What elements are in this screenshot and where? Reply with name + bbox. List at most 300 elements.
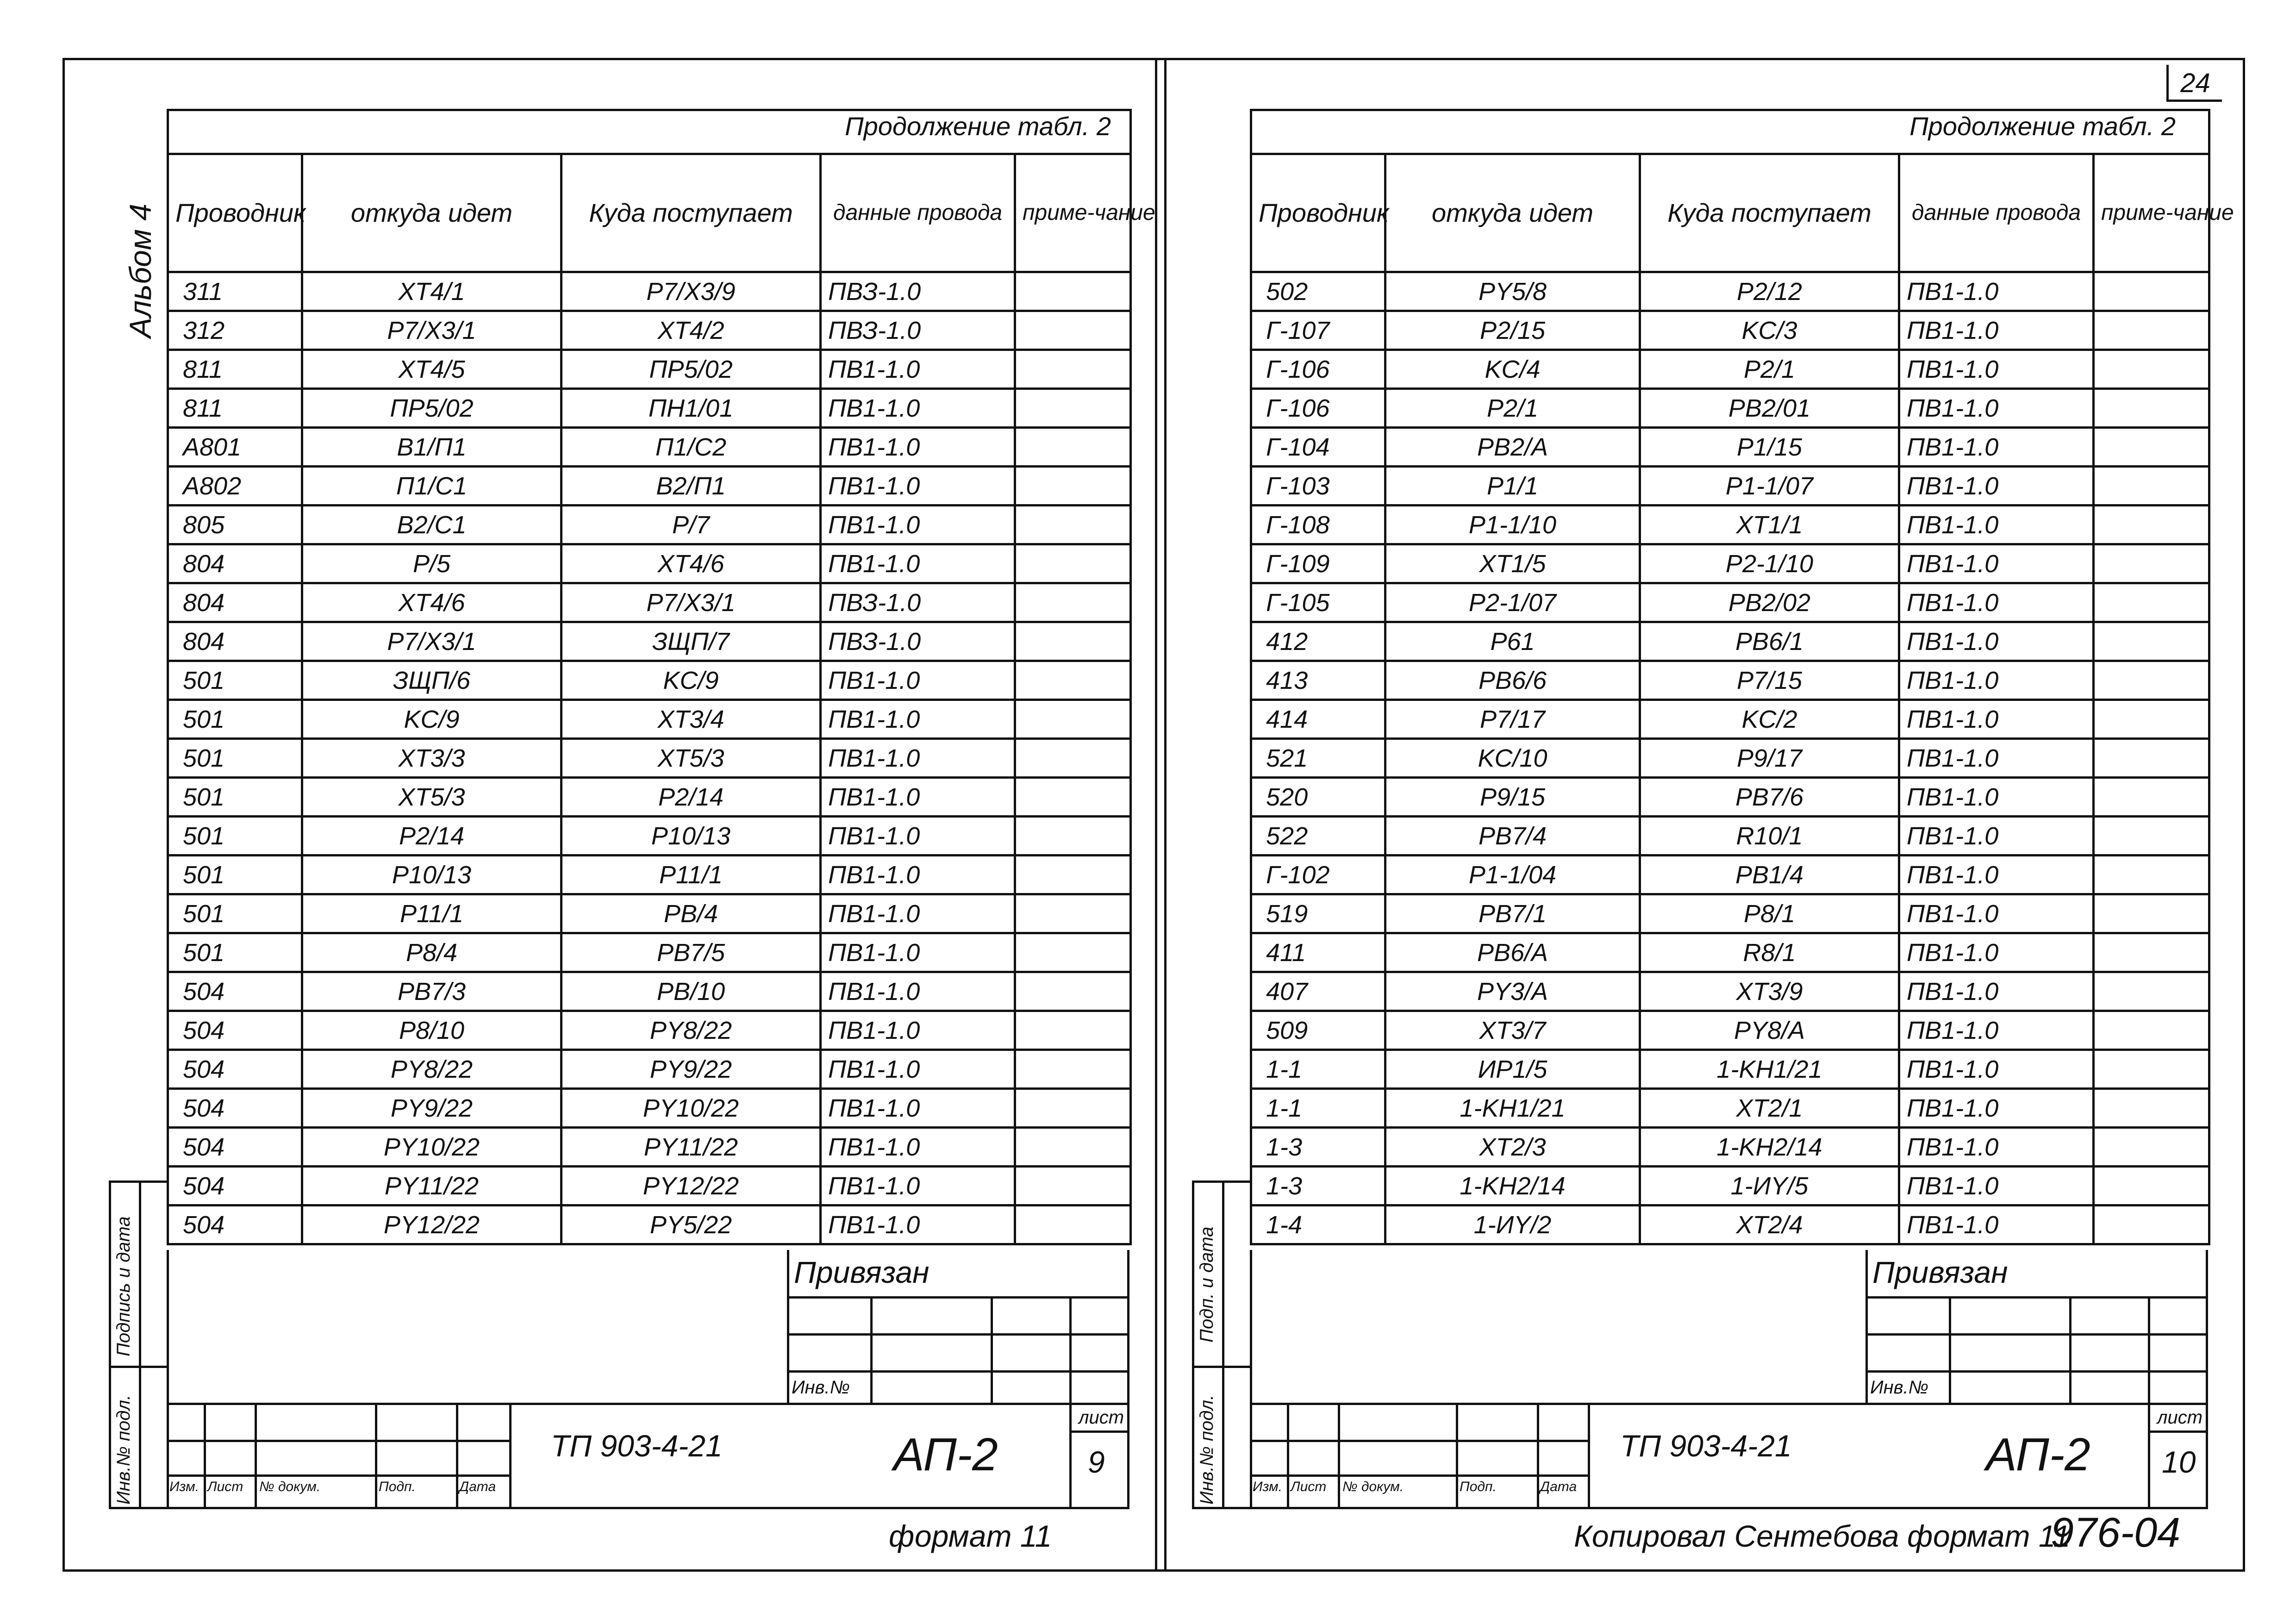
- top-right-tab-underline: [2166, 100, 2222, 102]
- table-row: [168, 856, 1131, 894]
- cell-wire-data: ПВ1-1.0: [821, 1011, 1015, 1050]
- left-stamp-col-date: Дата: [459, 1479, 496, 1494]
- cell-conductor: 520: [1251, 778, 1385, 817]
- cell-note: [2094, 389, 2209, 428]
- table-row: [168, 544, 1131, 583]
- cell-note: [1015, 467, 1131, 506]
- col-header-from: откуда идет: [302, 154, 562, 272]
- cell-note: [2094, 894, 2209, 933]
- cell-wire-data: ПВ1-1.0: [821, 1128, 1015, 1167]
- cell-conductor: 805: [168, 506, 302, 544]
- right-stamp-col-sign: Подп.: [1460, 1479, 1497, 1494]
- cell-note: [1015, 894, 1131, 933]
- cell-wire-data: ПВ1-1.0: [821, 700, 1015, 739]
- cell-conductor: 1-3: [1251, 1128, 1385, 1167]
- cell-wire-data: ПВ1-1.0: [1899, 311, 2094, 350]
- cell-wire-data: ПВ1-1.0: [1899, 700, 2094, 739]
- cell-to: KC/3: [1640, 311, 1899, 350]
- cell-wire-data: ПВ1-1.0: [1899, 739, 2094, 778]
- cell-from: PB6/A: [1385, 933, 1640, 972]
- cell-to: XT3/9: [1640, 972, 1899, 1011]
- cell-to: B2/П1: [562, 467, 821, 506]
- table-row: [1251, 856, 2209, 894]
- table-row: [168, 272, 1131, 311]
- table-row: [168, 311, 1131, 350]
- cell-from: P9/15: [1385, 778, 1640, 817]
- right-wire-table: [1250, 109, 2234, 1245]
- cell-from: KC/10: [1385, 739, 1640, 778]
- col-header-to: Куда поступает: [1640, 154, 1899, 272]
- cell-wire-data: ПВ1-1.0: [821, 428, 1015, 467]
- cell-to: PB7/5: [562, 933, 821, 972]
- cell-from: PY10/22: [302, 1128, 562, 1167]
- right-continuation-label: Продолжение табл. 2: [1909, 112, 2176, 141]
- cell-to: PB/4: [562, 894, 821, 933]
- cell-conductor: 1-1: [1251, 1089, 1385, 1128]
- cell-wire-data: ПВ1-1.0: [1899, 350, 2094, 389]
- table-row: [168, 778, 1131, 817]
- cell-wire-data: ПВ1-1.0: [1899, 272, 2094, 311]
- table-row: [1251, 972, 2209, 1011]
- cell-wire-data: ПВ1-1.0: [1899, 894, 2094, 933]
- cell-conductor: 811: [168, 350, 302, 389]
- cell-to: P/7: [562, 506, 821, 544]
- cell-conductor: 501: [168, 778, 302, 817]
- left-sheet-code: АП-2: [893, 1429, 998, 1480]
- cell-to: PB/10: [562, 972, 821, 1011]
- col-header-conductor: Проводник: [1251, 154, 1385, 272]
- cell-to: P9/17: [1640, 739, 1899, 778]
- cell-conductor: 411: [1251, 933, 1385, 972]
- cell-from: PY3/A: [1385, 972, 1640, 1011]
- cell-note: [1015, 933, 1131, 972]
- left-stamp-col-list: Лист: [207, 1479, 243, 1494]
- table-row: [1251, 428, 2209, 467]
- right-stamp-col-list: Лист: [1291, 1479, 1327, 1494]
- right-inv-no-label: Инв.№: [1870, 1377, 1928, 1398]
- cell-conductor: 504: [168, 972, 302, 1011]
- cell-note: [2094, 272, 2209, 311]
- cell-to: P2/12: [1640, 272, 1899, 311]
- cell-to: KC/9: [562, 661, 821, 700]
- left-continuation-label: Продолжение табл. 2: [845, 112, 1111, 141]
- table-row: [1251, 817, 2209, 856]
- cell-from: XT4/6: [302, 583, 562, 622]
- col-header-conductor: Проводник: [168, 154, 302, 272]
- cell-wire-data: ПВ1-1.0: [1899, 1050, 2094, 1089]
- cell-note: [1015, 739, 1131, 778]
- cell-from: P8/10: [302, 1011, 562, 1050]
- cell-conductor: 1-1: [1251, 1050, 1385, 1089]
- cell-to: PY8/22: [562, 1011, 821, 1050]
- cell-wire-data: ПВ1-1.0: [821, 1089, 1015, 1128]
- cell-wire-data: ПВ1-1.0: [1899, 467, 2094, 506]
- table-row: [168, 1011, 1131, 1050]
- cell-wire-data: ПВ1-1.0: [821, 1050, 1015, 1089]
- cell-from: PB7/1: [1385, 894, 1640, 933]
- cell-wire-data: ПВЗ-1.0: [821, 311, 1015, 350]
- cell-note: [2094, 1128, 2209, 1167]
- cell-conductor: 412: [1251, 622, 1385, 661]
- cell-from: ПP5/02: [302, 389, 562, 428]
- left-side-inv-podl: Инв.№ подл.: [113, 1394, 134, 1505]
- cell-note: [1015, 272, 1131, 311]
- cell-from: KC/9: [302, 700, 562, 739]
- cell-from: 1-KH1/21: [1385, 1089, 1640, 1128]
- cell-to: P8/1: [1640, 894, 1899, 933]
- cell-note: [2094, 467, 2209, 506]
- cell-conductor: A802: [168, 467, 302, 506]
- cell-note: [1015, 350, 1131, 389]
- cell-to: PY12/22: [562, 1167, 821, 1206]
- cell-conductor: 501: [168, 933, 302, 972]
- cell-from: PY5/8: [1385, 272, 1640, 311]
- cell-conductor: Г-104: [1251, 428, 1385, 467]
- cell-note: [2094, 1089, 2209, 1128]
- right-archive-number: 976-04: [2051, 1510, 2181, 1556]
- cell-wire-data: ПВ1-1.0: [821, 894, 1015, 933]
- cell-wire-data: ПВ1-1.0: [821, 1206, 1015, 1244]
- cell-note: [2094, 1206, 2209, 1244]
- cell-to: PB2/02: [1640, 583, 1899, 622]
- table-row: [168, 817, 1131, 856]
- left-stamp-col-sign: Подп.: [379, 1479, 416, 1494]
- cell-wire-data: ПВ1-1.0: [821, 972, 1015, 1011]
- cell-from: XT5/3: [302, 778, 562, 817]
- cell-note: [2094, 972, 2209, 1011]
- cell-to: XT2/4: [1640, 1206, 1899, 1244]
- cell-note: [1015, 311, 1131, 350]
- cell-wire-data: ПВ1-1.0: [1899, 1011, 2094, 1050]
- cell-wire-data: ПВ1-1.0: [821, 933, 1015, 972]
- cell-note: [2094, 661, 2209, 700]
- cell-to: PB1/4: [1640, 856, 1899, 894]
- cell-wire-data: ПВ1-1.0: [1899, 1167, 2094, 1206]
- cell-to: 1-KH1/21: [1640, 1050, 1899, 1089]
- cell-from: P2/15: [1385, 311, 1640, 350]
- cell-from: P2/1: [1385, 389, 1640, 428]
- table-row: [1251, 1011, 2209, 1050]
- table-row: [168, 700, 1131, 739]
- cell-conductor: 501: [168, 700, 302, 739]
- table-row: [1251, 583, 2209, 622]
- table-row: [168, 1128, 1131, 1167]
- table-row: [1251, 350, 2209, 389]
- cell-conductor: 504: [168, 1128, 302, 1167]
- cell-wire-data: ПВ1-1.0: [1899, 544, 2094, 583]
- left-inv-no-label: Инв.№: [792, 1377, 850, 1398]
- right-doc-code: ТП 903-4-21: [1620, 1429, 1792, 1463]
- cell-note: [1015, 1206, 1131, 1244]
- cell-to: PY8/A: [1640, 1011, 1899, 1050]
- cell-to: ЗЩП/7: [562, 622, 821, 661]
- col-header-to: Куда поступает: [562, 154, 821, 272]
- cell-conductor: 522: [1251, 817, 1385, 856]
- cell-from: П1/C1: [302, 467, 562, 506]
- cell-note: [2094, 817, 2209, 856]
- table-row: [168, 1050, 1131, 1089]
- cell-conductor: Г-109: [1251, 544, 1385, 583]
- cell-note: [1015, 1089, 1131, 1128]
- table-row: [1251, 1050, 2209, 1089]
- left-sheet-number: 9: [1088, 1445, 1105, 1479]
- col-header-note: приме-чание: [2094, 154, 2209, 272]
- right-sheet-code: АП-2: [1986, 1429, 2090, 1480]
- cell-wire-data: ПВ1-1.0: [1899, 428, 2094, 467]
- cell-wire-data: ПВ1-1.0: [1899, 506, 2094, 544]
- cell-to: XT2/1: [1640, 1089, 1899, 1128]
- table-row: [168, 1089, 1131, 1128]
- album-label: Альбом 4: [123, 203, 157, 338]
- cell-to: P10/13: [562, 817, 821, 856]
- cell-wire-data: ПВ1-1.0: [1899, 583, 2094, 622]
- cell-to: PY9/22: [562, 1050, 821, 1089]
- cell-note: [1015, 428, 1131, 467]
- table-row: [168, 933, 1131, 972]
- cell-conductor: 504: [168, 1011, 302, 1050]
- table-row: [1251, 778, 2209, 817]
- cell-from: P7/17: [1385, 700, 1640, 739]
- cell-conductor: Г-103: [1251, 467, 1385, 506]
- cell-conductor: 504: [168, 1050, 302, 1089]
- cell-from: P1/1: [1385, 467, 1640, 506]
- cell-to: R8/1: [1640, 933, 1899, 972]
- cell-conductor: 501: [168, 894, 302, 933]
- cell-to: KC/2: [1640, 700, 1899, 739]
- cell-wire-data: ПВ1-1.0: [1899, 1128, 2094, 1167]
- cell-conductor: 502: [1251, 272, 1385, 311]
- cell-conductor: 413: [1251, 661, 1385, 700]
- cell-note: [1015, 661, 1131, 700]
- col-header-wire-data: данные провода: [1899, 154, 2094, 272]
- cell-from: ЗЩП/6: [302, 661, 562, 700]
- left-format-label: формат 11: [889, 1519, 1052, 1553]
- table-row: [1251, 272, 2209, 311]
- cell-note: [1015, 778, 1131, 817]
- cell-note: [1015, 622, 1131, 661]
- cell-conductor: 521: [1251, 739, 1385, 778]
- cell-from: XT4/5: [302, 350, 562, 389]
- cell-note: [2094, 739, 2209, 778]
- cell-wire-data: ПВЗ-1.0: [821, 622, 1015, 661]
- cell-to: П1/C2: [562, 428, 821, 467]
- cell-conductor: 501: [168, 739, 302, 778]
- cell-to: ПН1/01: [562, 389, 821, 428]
- cell-conductor: 311: [168, 272, 302, 311]
- cell-note: [1015, 389, 1131, 428]
- cell-wire-data: ПВ1-1.0: [1899, 778, 2094, 817]
- cell-to: XT1/1: [1640, 506, 1899, 544]
- table-row: [1251, 1206, 2209, 1244]
- table-row: [168, 506, 1131, 544]
- cell-to: P1-1/07: [1640, 467, 1899, 506]
- cell-conductor: 312: [168, 311, 302, 350]
- cell-conductor: 509: [1251, 1011, 1385, 1050]
- table-row: [168, 1167, 1131, 1206]
- cell-wire-data: ПВ1-1.0: [821, 739, 1015, 778]
- cell-conductor: 804: [168, 544, 302, 583]
- cell-to: PB6/1: [1640, 622, 1899, 661]
- cell-conductor: 504: [168, 1167, 302, 1206]
- cell-note: [2094, 428, 2209, 467]
- cell-from: PY8/22: [302, 1050, 562, 1089]
- left-stamp-col-doc: № докум.: [259, 1479, 321, 1494]
- cell-wire-data: ПВ1-1.0: [1899, 1206, 2094, 1244]
- cell-to: P7/X3/1: [562, 583, 821, 622]
- cell-to: P1/15: [1640, 428, 1899, 467]
- table-row: [168, 389, 1131, 428]
- col-header-wire-data: данные провода: [821, 154, 1015, 272]
- cell-wire-data: ПВ1-1.0: [821, 856, 1015, 894]
- right-sheet-number: 10: [2162, 1445, 2196, 1479]
- right-side-inv-podl: Инв.№ подл.: [1197, 1394, 1217, 1505]
- cell-from: PY11/22: [302, 1167, 562, 1206]
- table-row: [1251, 506, 2209, 544]
- cell-note: [2094, 311, 2209, 350]
- right-list-label: лист: [2157, 1407, 2203, 1428]
- table-row: [1251, 389, 2209, 428]
- table-row: [168, 972, 1131, 1011]
- table-row: [1251, 739, 2209, 778]
- cell-from: XT1/5: [1385, 544, 1640, 583]
- cell-conductor: 804: [168, 583, 302, 622]
- cell-wire-data: ПВ1-1.0: [1899, 1089, 2094, 1128]
- cell-wire-data: ПВ1-1.0: [821, 1167, 1015, 1206]
- table-row: [168, 428, 1131, 467]
- cell-to: XT4/6: [562, 544, 821, 583]
- right-copied-by: Копировал Сентебова: [1574, 1519, 1899, 1553]
- table-row: [1251, 700, 2209, 739]
- table-row: [1251, 894, 2209, 933]
- cell-from: P10/13: [302, 856, 562, 894]
- cell-note: [2094, 778, 2209, 817]
- table-row: [168, 622, 1131, 661]
- cell-from: 1-ИY/2: [1385, 1206, 1640, 1244]
- cell-from: P11/1: [302, 894, 562, 933]
- cell-to: PY11/22: [562, 1128, 821, 1167]
- cell-conductor: 804: [168, 622, 302, 661]
- table-row: [168, 350, 1131, 389]
- table-row: [1251, 622, 2209, 661]
- cell-conductor: 501: [168, 856, 302, 894]
- cell-conductor: 1-4: [1251, 1206, 1385, 1244]
- left-privyazan-label: Привязан: [794, 1255, 930, 1289]
- cell-conductor: 519: [1251, 894, 1385, 933]
- left-wire-table: [167, 109, 1155, 1245]
- table-row: [1251, 1128, 2209, 1167]
- cell-note: [2094, 506, 2209, 544]
- cell-note: [1015, 1167, 1131, 1206]
- cell-to: R10/1: [1640, 817, 1899, 856]
- cell-from: PY12/22: [302, 1206, 562, 1244]
- cell-from: P7/X3/1: [302, 311, 562, 350]
- cell-wire-data: ПВ1-1.0: [1899, 933, 2094, 972]
- cell-from: B2/C1: [302, 506, 562, 544]
- cell-note: [1015, 506, 1131, 544]
- cell-conductor: Г-106: [1251, 389, 1385, 428]
- right-stamp-col-doc: № докум.: [1342, 1479, 1404, 1494]
- cell-to: P7/15: [1640, 661, 1899, 700]
- cell-note: [2094, 1167, 2209, 1206]
- cell-conductor: 504: [168, 1089, 302, 1128]
- table-row: [168, 583, 1131, 622]
- cell-conductor: 504: [168, 1206, 302, 1244]
- cell-to: XT4/2: [562, 311, 821, 350]
- cell-from: P61: [1385, 622, 1640, 661]
- cell-wire-data: ПВ1-1.0: [821, 389, 1015, 428]
- cell-from: KC/4: [1385, 350, 1640, 389]
- cell-to: P2-1/10: [1640, 544, 1899, 583]
- cell-from: PB6/6: [1385, 661, 1640, 700]
- cell-conductor: Г-108: [1251, 506, 1385, 544]
- cell-note: [2094, 622, 2209, 661]
- right-stamp-col-izm: Изм.: [1253, 1479, 1282, 1494]
- table-row: [168, 467, 1131, 506]
- cell-from: P1-1/10: [1385, 506, 1640, 544]
- cell-wire-data: ПВ1-1.0: [821, 544, 1015, 583]
- cell-note: [2094, 856, 2209, 894]
- right-side-sign-date: Подп. и дата: [1197, 1226, 1217, 1343]
- cell-conductor: 501: [168, 661, 302, 700]
- cell-from: XT2/3: [1385, 1128, 1640, 1167]
- cell-wire-data: ПВЗ-1.0: [821, 272, 1015, 311]
- cell-from: P1-1/04: [1385, 856, 1640, 894]
- table-row: [168, 894, 1131, 933]
- col-header-note: приме-чание: [1015, 154, 1131, 272]
- left-list-label: лист: [1079, 1407, 1124, 1428]
- cell-wire-data: ПВ1-1.0: [821, 778, 1015, 817]
- cell-from: PB7/3: [302, 972, 562, 1011]
- cell-conductor: 1-3: [1251, 1167, 1385, 1206]
- cell-note: [1015, 817, 1131, 856]
- cell-conductor: 501: [168, 817, 302, 856]
- right-format-label: формат 11: [1907, 1519, 2071, 1553]
- table-row: [1251, 1167, 2209, 1206]
- cell-wire-data: ПВ1-1.0: [821, 661, 1015, 700]
- cell-to: P11/1: [562, 856, 821, 894]
- col-header-from: откуда идет: [1385, 154, 1640, 272]
- cell-wire-data: ПВ1-1.0: [821, 467, 1015, 506]
- table-row: [1251, 933, 2209, 972]
- cell-to: ПP5/02: [562, 350, 821, 389]
- right-privyazan-label: Привязан: [1872, 1255, 2008, 1289]
- cell-to: P7/X3/9: [562, 272, 821, 311]
- left-doc-code: ТП 903-4-21: [551, 1429, 723, 1463]
- cell-note: [1015, 1011, 1131, 1050]
- cell-wire-data: ПВ1-1.0: [1899, 622, 2094, 661]
- cell-from: XT4/1: [302, 272, 562, 311]
- table-row: [1251, 544, 2209, 583]
- cell-note: [1015, 544, 1131, 583]
- cell-wire-data: ПВ1-1.0: [821, 350, 1015, 389]
- cell-note: [2094, 583, 2209, 622]
- cell-conductor: Г-102: [1251, 856, 1385, 894]
- cell-wire-data: ПВ1-1.0: [1899, 856, 2094, 894]
- cell-wire-data: ПВ1-1.0: [1899, 817, 2094, 856]
- cell-to: PB7/6: [1640, 778, 1899, 817]
- cell-note: [2094, 700, 2209, 739]
- cell-conductor: Г-107: [1251, 311, 1385, 350]
- cell-from: PY9/22: [302, 1089, 562, 1128]
- table-row: [168, 661, 1131, 700]
- cell-note: [1015, 972, 1131, 1011]
- cell-note: [2094, 1050, 2209, 1089]
- cell-conductor: Г-106: [1251, 350, 1385, 389]
- cell-wire-data: ПВЗ-1.0: [821, 583, 1015, 622]
- cell-note: [2094, 933, 2209, 972]
- cell-note: [2094, 350, 2209, 389]
- left-side-sign-date: Подпись и дата: [113, 1216, 134, 1356]
